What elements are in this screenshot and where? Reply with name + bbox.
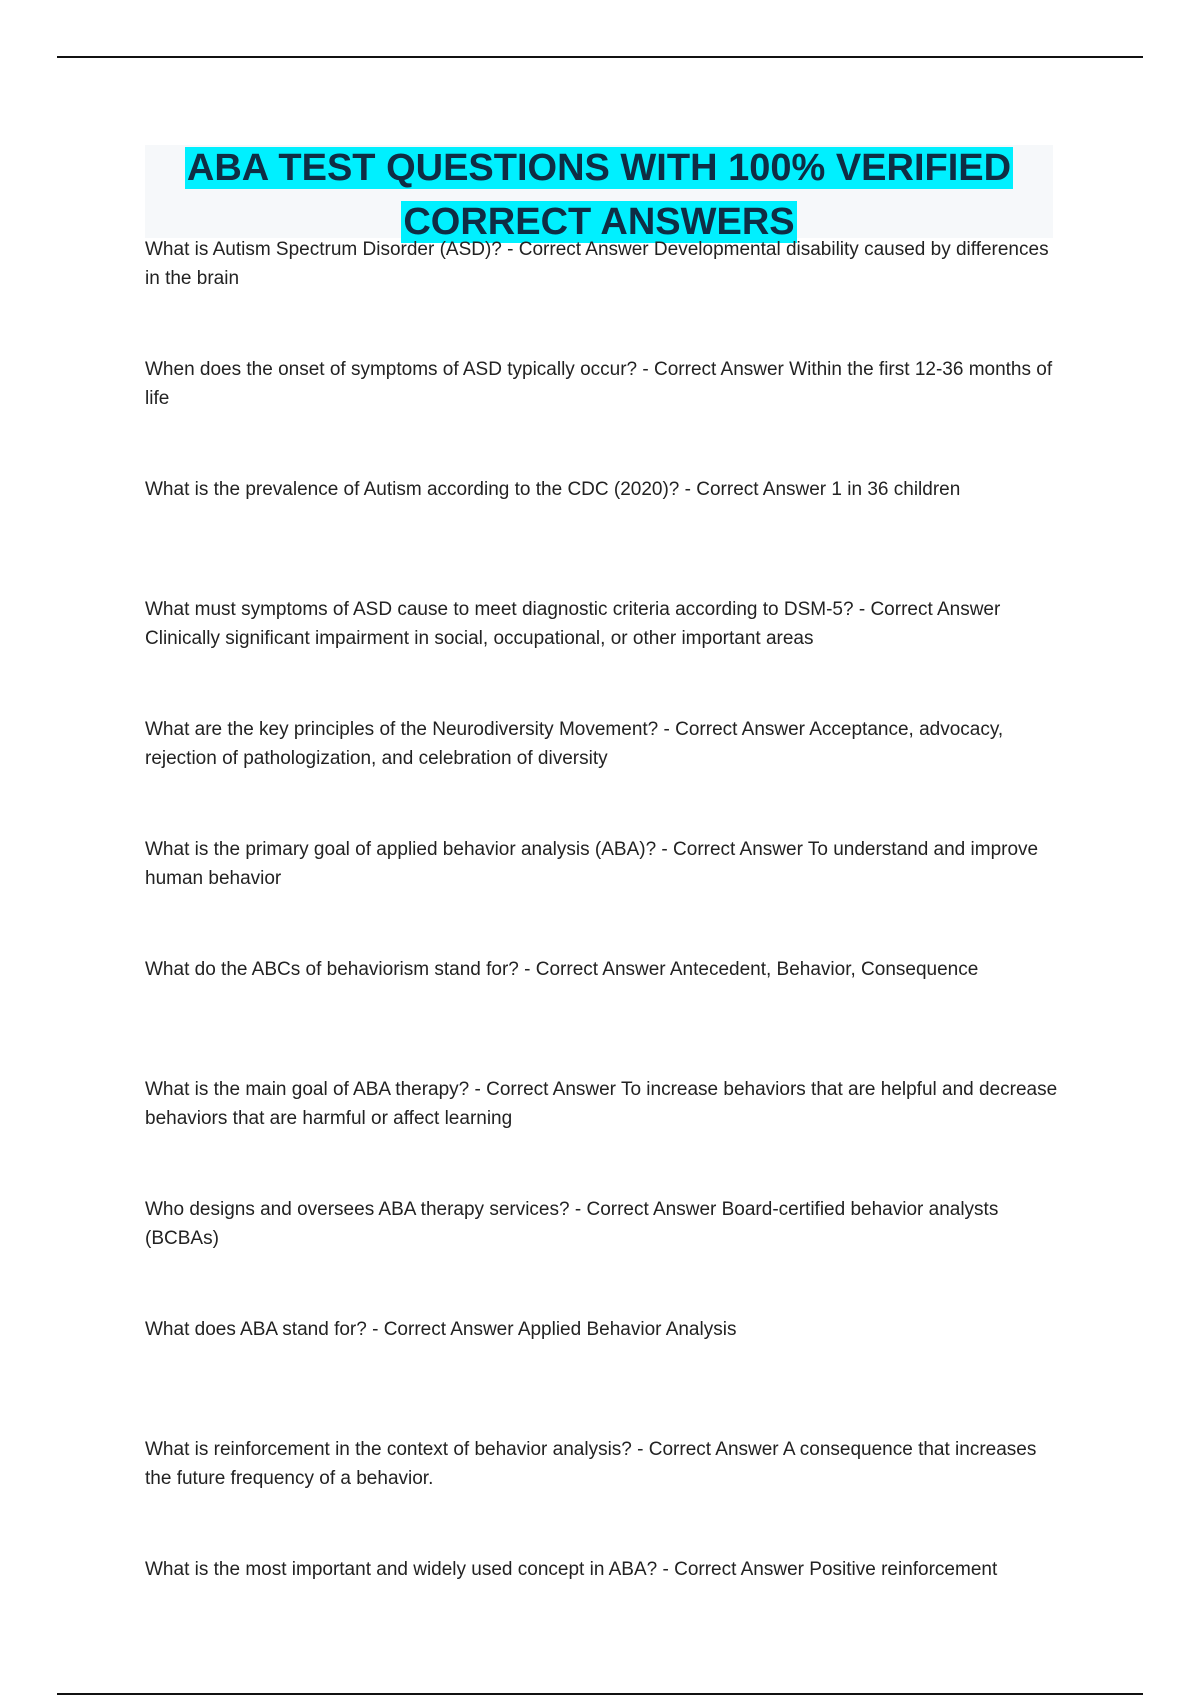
answer-label: Correct Answer — [675, 719, 805, 740]
question-text: What is the main goal of ABA therapy? — [145, 1079, 470, 1100]
separator: - — [637, 359, 655, 380]
question-text: What is the most important and widely used concept in ABA? — [145, 1559, 658, 1580]
separator: - — [518, 959, 536, 980]
qa-list — [145, 235, 1065, 1675]
title-block — [145, 145, 1053, 243]
answer-label: Correct Answer — [535, 959, 666, 980]
answer-text: Clinically significant impairment in social, occupational, or other important areas — [145, 628, 814, 649]
qa-item — [145, 595, 1065, 715]
answer-text: Developmental disability caused by differences in the brain — [145, 239, 1049, 289]
bottom-divider — [57, 1693, 1143, 1695]
separator: - — [469, 1079, 487, 1100]
qa-item — [145, 235, 1065, 355]
qa-item — [145, 1195, 1065, 1315]
answer-label: Correct Answer — [654, 359, 784, 380]
answer-label: Correct Answer — [586, 1199, 717, 1220]
answer-text: Positive reinforcement — [809, 1559, 998, 1580]
question-text: Who designs and oversees ABA therapy services? — [145, 1199, 570, 1220]
answer-text: Applied Behavior Analysis — [517, 1319, 737, 1340]
top-divider — [57, 56, 1143, 58]
answer-label: Correct Answer — [674, 1559, 804, 1580]
answer-text: Antecedent, Behavior, Consequence — [669, 959, 979, 980]
answer-label: Correct Answer — [383, 1319, 514, 1340]
answer-label: Correct Answer — [673, 839, 803, 860]
separator: - — [656, 839, 674, 860]
question-text: What do the ABCs of behaviorism stand for? — [145, 959, 519, 980]
answer-text: Acceptance, advocacy, rejection of pathologization, and celebration of diversity — [145, 719, 1004, 769]
separator: - — [631, 1439, 649, 1460]
question-text: When does the onset of symptoms of ASD typically occur? — [145, 359, 638, 380]
separator: - — [366, 1319, 384, 1340]
question-text: What is reinforcement in the context of behavior analysis? — [145, 1439, 632, 1460]
answer-label: Correct Answer — [518, 239, 649, 260]
question-text: What are the key principles of the Neurodiversity Movement? — [145, 719, 659, 740]
answer-text: A consequence that increases the future frequency of a behavior. — [145, 1439, 1037, 1489]
answer-label: Correct Answer — [486, 1079, 617, 1100]
answer-text: Board-certified behavior analysts (BCBAs) — [145, 1199, 999, 1249]
separator: - — [658, 719, 676, 740]
question-text: What is the prevalence of Autism according to the CDC (2020)? — [145, 479, 680, 500]
qa-item — [145, 355, 1065, 475]
question-text: What must symptoms of ASD cause to meet diagnostic criteria according to DSM-5? — [145, 599, 854, 620]
qa-item — [145, 955, 1065, 1075]
answer-text: Within the first 12-36 months of life — [145, 359, 1053, 409]
question-text: What is the primary goal of applied behavior analysis (ABA)? — [145, 839, 657, 860]
qa-item — [145, 835, 1065, 955]
qa-item — [145, 1435, 1065, 1555]
qa-item — [145, 475, 1065, 595]
separator: - — [569, 1199, 587, 1220]
answer-label: Correct Answer — [648, 1439, 779, 1460]
qa-item — [145, 1555, 1065, 1675]
qa-item — [145, 1075, 1065, 1195]
separator: - — [853, 599, 871, 620]
qa-item — [145, 715, 1065, 835]
document-title: ABA TEST QUESTIONS WITH 100% VERIFIED CORRECT ANSWERS — [186, 147, 1012, 243]
answer-label: Correct Answer — [870, 599, 1001, 620]
qa-item — [145, 1315, 1065, 1435]
question-text: What does ABA stand for? — [145, 1319, 367, 1340]
separator: - — [679, 479, 697, 500]
answer-label: Correct Answer — [696, 479, 827, 500]
question-text: What is Autism Spectrum Disorder (ASD)? — [145, 239, 502, 260]
separator: - — [501, 239, 519, 260]
answer-text: To understand and improve human behavior — [145, 839, 1039, 889]
answer-text: 1 in 36 children — [831, 479, 961, 500]
answer-text: To increase behaviors that are helpful and decrease behaviors that are harmful or affect learning — [145, 1079, 1058, 1129]
separator: - — [657, 1559, 675, 1580]
